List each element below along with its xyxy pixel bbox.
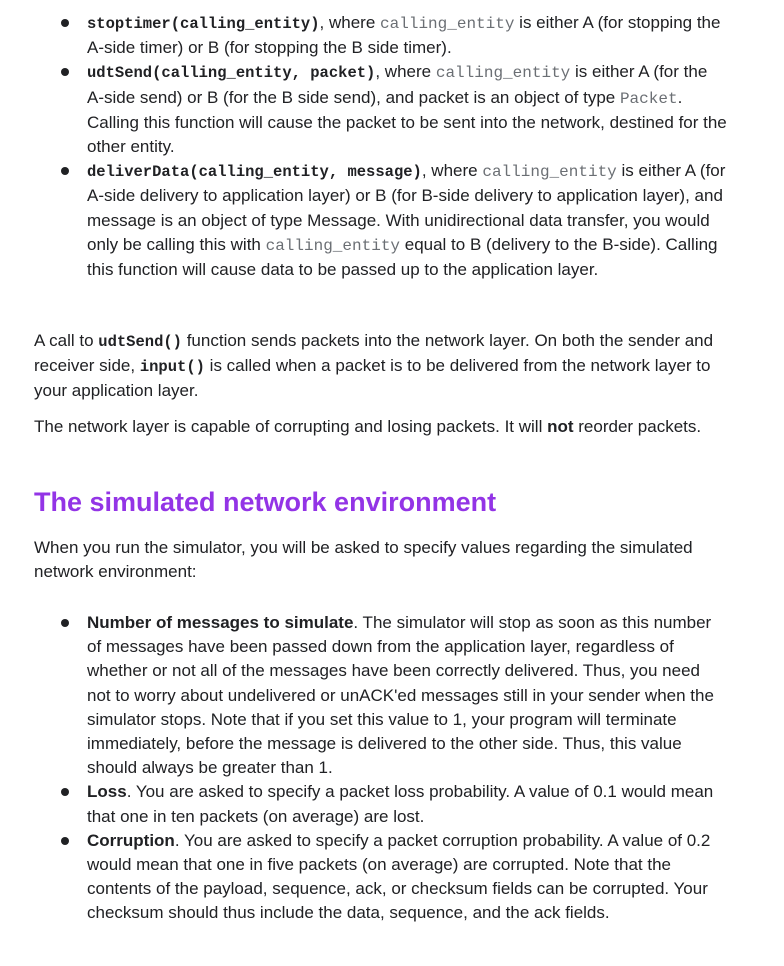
list-item: udtSend(calling_entity, packet), where calling_entity is either A (for the A-side send) or B (for the B side send), and packet is an object of type Packet. Calling this function will cause the packet to be sent into the network, destined for the other entity. <box>0 60 727 159</box>
paragraph: When you run the simulator, you will be asked to specify values regarding the simulated network environment: <box>34 538 693 582</box>
list-item: deliverData(calling_entity, message), where calling_entity is either A (for A-side delivery to application layer) or B (for B-side delivery to application layer), and message is an object of type Message. With unidirectional data transfer, you would only be calling this with calling_entity equal to B (delivery to the B-side). Calling this function will cause data to be passed up to the application layer. <box>0 159 727 282</box>
list-item: stoptimer(calling_entity), where calling_entity is either A (for stopping the A-side timer) or B (for stopping the B side timer). <box>0 11 727 60</box>
variable-name: calling_entity <box>380 15 515 33</box>
function-name: deliverData(calling_entity, message) <box>87 163 422 182</box>
bullet-icon <box>61 167 69 175</box>
bullet-icon <box>61 837 69 845</box>
variable-name: calling_entity <box>435 64 571 83</box>
bullet-icon <box>61 19 69 27</box>
variable-name: calling_entity <box>482 163 617 182</box>
term: Corruption <box>87 830 175 850</box>
bullet-icon <box>61 68 69 76</box>
environment-settings-list <box>0 611 727 926</box>
paragraph: The network layer is capable of corrupting and losing packets. It will not reorder packets. <box>34 417 702 436</box>
type-name: Packet <box>619 89 678 108</box>
term: Loss <box>87 782 127 802</box>
paragraph: A call to udtSend() function sends packets into the network layer. On both the sender and receiver side, input() is called when a packet is to be delivered from the network layer to your application layer. <box>34 331 714 401</box>
api-function-list <box>0 11 727 282</box>
list-item: Number of messages to simulate. The simulator will stop as soon as this number of messages have been passed down from the application layer, regardless of whether or not all of the messages have been correctly delivered. Thus, you need not to worry about undelivered or unACK'ed messages still in your sender when the simulator stops. Note that if you set this value to 1, your program will terminate immediately, before the message is delivered to the other side. Thus, this value should always be greater than 1. <box>0 611 727 780</box>
bullet-icon <box>61 788 69 796</box>
function-name: stoptimer(calling_entity) <box>87 15 320 33</box>
function-name: udtSend(calling_entity, packet) <box>87 64 376 83</box>
bullet-icon <box>61 619 69 627</box>
emphasis: not <box>547 417 574 436</box>
function-name: input() <box>139 358 205 377</box>
term: Number of messages to simulate <box>87 613 354 632</box>
variable-name: calling_entity <box>265 236 401 255</box>
list-item: Loss. You are asked to specify a packet loss probability. A value of 0.1 would mean that one in ten packets (on average) are lost. <box>0 780 727 828</box>
list-item: Corruption. You are asked to specify a packet corruption probability. A value of 0.2 would mean that one in five packets (on average) are corrupted. Note that the contents of the payload, sequence, ack, or checksum fields can be corrupted. Your checksum should thus include the data, sequence, and the ack fields. <box>0 829 727 926</box>
function-name: udtSend() <box>98 333 182 351</box>
section-heading: The simulated network environment <box>34 487 497 517</box>
